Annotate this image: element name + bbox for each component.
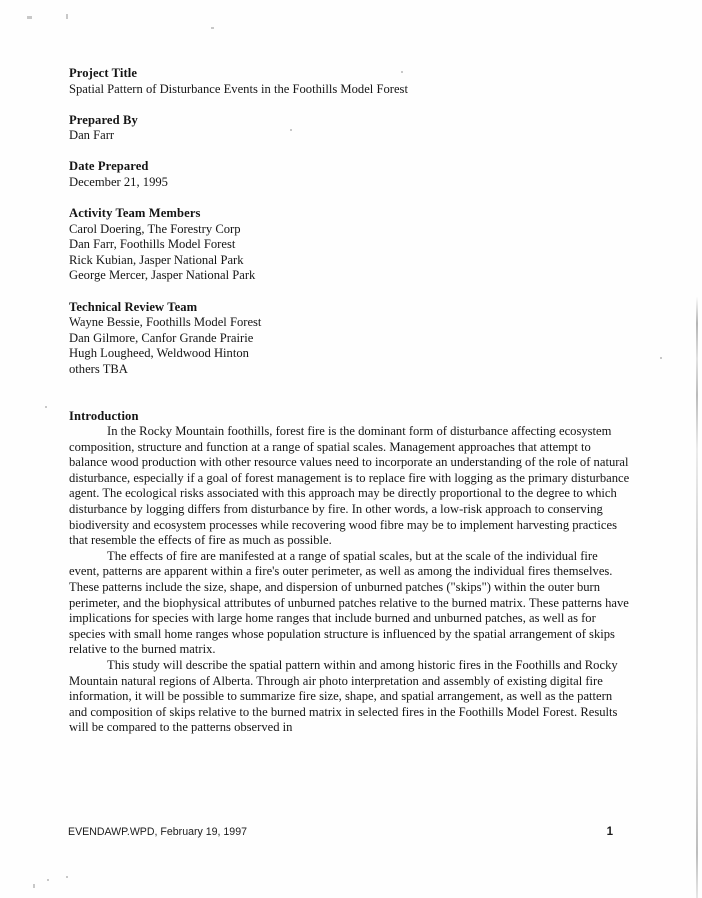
- section-line: Carol Doering, The Forestry Corp: [69, 221, 241, 236]
- section-activity-team-members: [69, 206, 631, 284]
- footer-file-and-date: EVENDAWP.WPD, February 19, 1997: [68, 826, 247, 838]
- section-line: Rick Kubian, Jasper National Park: [69, 252, 244, 267]
- introduction-paragraph: In the Rocky Mountain foothills, forest fire is the dominant form of disturbance affecting ecosystem composition, structure and function at a range of spatial scales. Management approaches that attempt to balance wood production with other resource values need to incorporate an understanding of the role of natural disturbance, especially if a goal of forest management is to replace fire with logging as the primary disturbance agent. The ecological risks associated with this approach may be directly proportional to the degree to which disturbance by logging differs from disturbance by fire. In other words, a low-risk approach to conserving biodiversity and ecosystem processes while recovering wood fibre may be to implement harvesting practices that resemble the effects of fire as much as possible.: [69, 424, 630, 548]
- scan-speck: [66, 876, 68, 878]
- scan-speck: [211, 27, 214, 29]
- section-line: Hugh Lougheed, Weldwood Hinton: [69, 346, 249, 361]
- page-footer: [68, 826, 613, 838]
- scan-speck: [33, 884, 35, 888]
- section-heading: Date Prepared: [69, 159, 149, 174]
- introduction-paragraph: The effects of fire are manifested at a range of spatial scales, but at the scale of the individual fire event, patterns are apparent within a fire's outer perimeter, as well as among the individual fires themselves. These patterns include the size, shape, and dispersion of unburned patches ("skips") within the outer burn perimeter, and the biophysical attributes of unburned patches relative to the burned matrix. These patterns have implications for species with large home ranges that include burned and unburned patches, as well as for species with small home ranges whose population structure is influenced by the spatial arrangement of skips relative to the burned matrix.: [69, 548, 629, 657]
- footer-page-number: 1: [606, 826, 613, 838]
- section-heading: Technical Review Team: [69, 299, 198, 314]
- section-line: Dan Farr: [69, 128, 115, 143]
- scan-speck: [47, 879, 49, 881]
- document-body: [69, 66, 631, 736]
- section-prepared-by: [69, 113, 631, 144]
- section-line: George Mercer, Jasper National Park: [69, 268, 256, 283]
- section-line: Wayne Bessie, Foothills Model Forest: [69, 315, 262, 330]
- scan-edge-artifact: [696, 0, 698, 898]
- section-introduction: [69, 409, 631, 736]
- section-line: others TBA: [69, 361, 128, 376]
- section-spacer: [69, 378, 631, 409]
- section-line: December 21, 1995: [69, 174, 168, 189]
- scan-speck: [45, 406, 47, 408]
- section-project-title: [69, 66, 631, 97]
- section-date-prepared: [69, 159, 631, 190]
- scan-speck: [27, 16, 32, 19]
- section-line: Spatial Pattern of Disturbance Events in the Foothills Model Forest: [69, 81, 408, 96]
- scan-speck: [66, 14, 68, 19]
- section-line: Dan Farr, Foothills Model Forest: [69, 237, 236, 252]
- section-heading: Prepared By: [69, 112, 138, 127]
- section-line: Dan Gilmore, Canfor Grande Prairie: [69, 330, 254, 345]
- section-technical-review-team: [69, 300, 631, 378]
- introduction-heading: Introduction: [69, 408, 139, 423]
- introduction-paragraph: This study will describe the spatial pattern within and among historic fires in the Foothills and Rocky Mountain natural regions of Alberta. Through air photo interpretation and assembly of existing digital fire information, it will be possible to summarize fire size, shape, and spatial arrangement, as well as the pattern and composition of skips relative to the burned matrix in selected fires in the Foothills Model Forest. Results will be compared to the patterns observed in: [69, 658, 618, 735]
- section-heading: Project Title: [69, 66, 138, 80]
- scan-speck: [660, 357, 662, 359]
- section-heading: Activity Team Members: [69, 206, 201, 221]
